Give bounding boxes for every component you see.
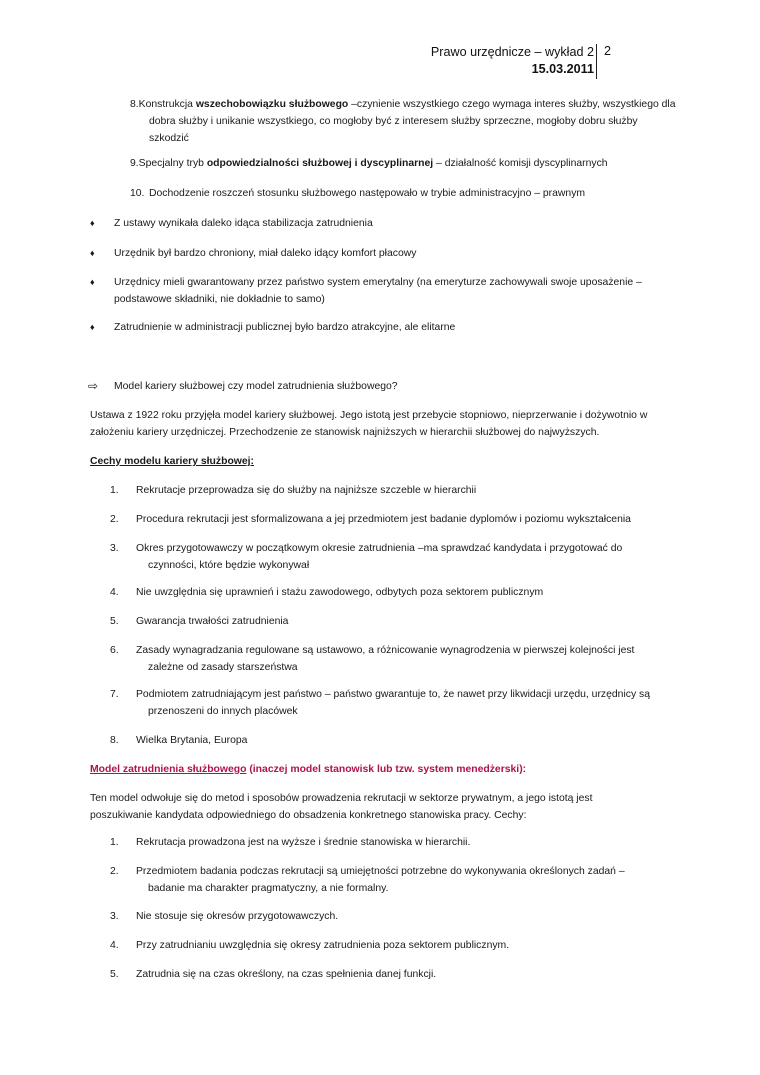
- item-text: czynności, które będzie wykonywał: [148, 560, 310, 571]
- item-text: Rekrutacja prowadzona jest na wyższe i średnie stanowiska w hierarchii.: [136, 837, 471, 848]
- item-number: 8.: [110, 735, 119, 746]
- employment-heading-rest: (inaczej model stanowisk lub tzw. system menedżerski):: [246, 764, 527, 775]
- bullet-text: Z ustawy wynikała daleko idąca stabilizacja zatrudnienia: [114, 218, 373, 229]
- outline-arrow-icon: ⇨: [88, 379, 99, 393]
- diamond-bullet-icon: ♦: [90, 218, 95, 228]
- bullet-text: podstawowe składniki, nie dokładnie to samo): [114, 294, 325, 305]
- item-text: Gwarancja trwałości zatrudnienia: [136, 616, 289, 627]
- header-title: Prawo urzędnicze – wykład 2: [430, 45, 594, 59]
- page-number: 2: [604, 44, 612, 58]
- item-text: Podmiotem zatrudniającym jest państwo – państwo gwarantuje to, że nawet przy likwidacji urzędu, urzędnicy są: [136, 689, 651, 700]
- bullet-text: Zatrudnienie w administracji publicznej było bardzo atrakcyjne, ale elitarne: [114, 322, 456, 333]
- item-text: Przedmiotem badania podczas rekrutacji są umiejętności potrzebne do wykonywania określonych zadań –: [136, 866, 625, 877]
- diamond-bullet-icon: ♦: [90, 248, 95, 258]
- item9-bold: odpowiedzialności służbowej i dyscyplinarnej: [206, 158, 434, 169]
- item-number: 7.: [110, 689, 119, 700]
- item-text: Okres przygotowawczy w początkowym okresie zatrudnienia –ma sprawdzać kandydata i przygotować do: [136, 543, 623, 554]
- item10-text: Dochodzenie roszczeń stosunku służbowego następowało w trybie administracyjno – prawnym: [149, 188, 586, 199]
- item-text: Procedura rekrutacji jest sformalizowana a jej przedmiotem jest badanie dyplomów i poziomu wykształcenia: [136, 514, 631, 525]
- item10-num: 10.: [130, 188, 145, 199]
- item8-rest: –czynienie wszystkiego czego wymaga interes służby, wszystkiego dla: [348, 99, 676, 110]
- para2-line1: Ten model odwołuje się do metod i sposobów prowadzenia rekrutacji w sektorze prywatnym, a jego istotą jest: [90, 793, 593, 804]
- item-text: Przy zatrudnianiu uwzględnia się okresy zatrudnienia poza sektorem publicznym.: [136, 940, 510, 951]
- item-text: przenoszeni do innych placówek: [148, 706, 298, 717]
- item-text: Wielka Brytania, Europa: [136, 735, 248, 746]
- diamond-bullet-icon: ♦: [90, 277, 95, 287]
- career-heading-text: Cechy modelu kariery służbowej:: [90, 456, 254, 467]
- bullet-text: Urzędnicy mieli gwarantowany przez państwo system emerytalny (na emeryturze zachowywali swoje uposażenie –: [114, 277, 642, 288]
- item8-bold: wszechobowiązku służbowego: [195, 99, 349, 110]
- item-text: Rekrutacje przeprowadza się do służby na najniższe szczeble w hierarchii: [136, 485, 477, 496]
- page-header: [431, 44, 594, 78]
- diamond-bullet-icon: ♦: [90, 322, 95, 332]
- header-date: 15.03.2011: [531, 62, 594, 76]
- item9-prefix: 9.Specjalny tryb: [130, 158, 207, 169]
- question-text: Model kariery służbowej czy model zatrudnienia służbowego?: [114, 381, 398, 392]
- item9-rest: – działalność komisji dyscyplinarnych: [433, 158, 608, 169]
- item-number: 2.: [110, 866, 119, 877]
- item-text: zależne od zasady starszeństwa: [148, 662, 298, 673]
- item-number: 3.: [110, 543, 119, 554]
- item-text: Zatrudnia się na czas określony, na czas spełnienia danej funkcji.: [136, 969, 437, 980]
- header-divider: [596, 44, 597, 79]
- item-number: 6.: [110, 645, 119, 656]
- item-number: 1.: [110, 485, 119, 496]
- item-text: Nie uwzględnia się uprawnień i stażu zawodowego, odbytych poza sektorem publicznym: [136, 587, 544, 598]
- item-number: 2.: [110, 514, 119, 525]
- item8-line2: dobra służby i unikanie wszystkiego, co mogłoby być z interesem służby sprzeczne, mogłoby dobru służby: [149, 116, 638, 127]
- item8-prefix: 8.Konstrukcja: [130, 99, 196, 110]
- bullet-text: Urzędnik był bardzo chroniony, miał daleko idący komfort płacowy: [114, 248, 417, 259]
- para1-line1: Ustawa z 1922 roku przyjęła model kariery służbowej. Jego istotą jest przebycie stopniowo, nieprzerwanie i dożywotnio w: [90, 410, 648, 421]
- para2-line2: poszukiwanie kandydata odpowiedniego do obsadzenia konkretnego stanowiska pracy. Cechy:: [90, 810, 527, 821]
- para1-line2: założeniu kariery urzędniczej. Przechodzenie ze stanowisk najniższych w hierarchii służbowej do najwyższych.: [90, 427, 600, 438]
- item-number: 1.: [110, 837, 119, 848]
- employment-heading-underlined: Model zatrudnienia służbowego: [90, 764, 247, 775]
- item-number: 5.: [110, 969, 119, 980]
- item-number: 4.: [110, 940, 119, 951]
- item8-line3: szkodzić: [149, 133, 189, 144]
- item-text: Zasady wynagradzania regulowane są ustawowo, a różnicowanie wynagrodzenia w pierwszej kolejności jest: [136, 645, 635, 656]
- item-text: Nie stosuje się okresów przygotowawczych.: [136, 911, 339, 922]
- item-number: 4.: [110, 587, 119, 598]
- item-text: badanie ma charakter pragmatyczny, a nie formalny.: [148, 883, 389, 894]
- item-number: 5.: [110, 616, 119, 627]
- item-number: 3.: [110, 911, 119, 922]
